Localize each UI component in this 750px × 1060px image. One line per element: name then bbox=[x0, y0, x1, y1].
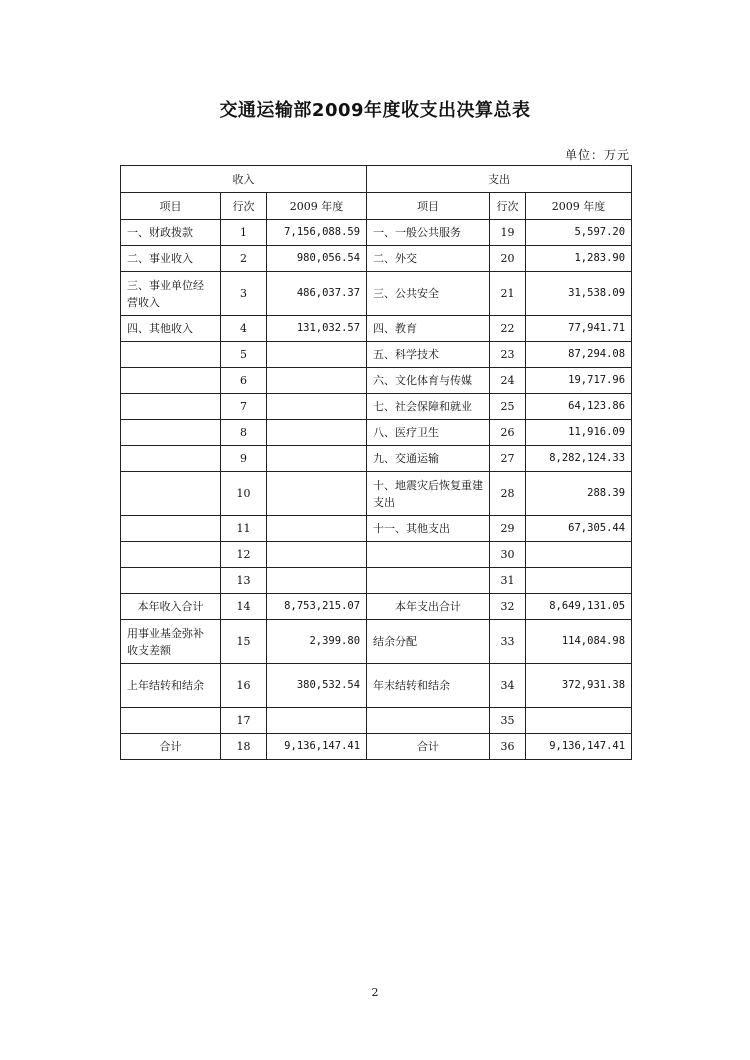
income-row-no-cell: 16 bbox=[221, 664, 267, 708]
income-amount-cell bbox=[267, 446, 367, 472]
table-row bbox=[121, 246, 632, 272]
income-row-no-cell: 10 bbox=[221, 472, 267, 516]
expense-row-no-header: 行次 bbox=[490, 193, 526, 220]
expense-row-no-cell: 19 bbox=[490, 220, 526, 246]
expense-row-no-cell: 30 bbox=[490, 542, 526, 568]
table-row bbox=[121, 620, 632, 664]
expense-amount-cell: 11,916.09 bbox=[526, 420, 632, 446]
income-amount-cell bbox=[267, 542, 367, 568]
page-number: 2 bbox=[371, 986, 379, 999]
income-item-cell bbox=[121, 708, 221, 734]
income-row-no-cell: 13 bbox=[221, 568, 267, 594]
income-item-cell bbox=[121, 446, 221, 472]
expense-amount-cell: 288.39 bbox=[526, 472, 632, 516]
expense-item-cell: 六、文化体育与传媒 bbox=[367, 368, 490, 394]
unit-label: 单位：万元 bbox=[564, 148, 630, 162]
expense-row-no-cell: 21 bbox=[490, 272, 526, 316]
income-row-no-cell: 14 bbox=[221, 594, 267, 620]
expense-item-cell: 九、交通运输 bbox=[367, 446, 490, 472]
income-amount-cell: 486,037.37 bbox=[267, 272, 367, 316]
expense-amount-cell: 67,305.44 bbox=[526, 516, 632, 542]
expense-amount-cell bbox=[526, 568, 632, 594]
expense-item-header: 项目 bbox=[367, 193, 490, 220]
income-amount-cell: 7,156,088.59 bbox=[267, 220, 367, 246]
income-row-no-header: 行次 bbox=[221, 193, 267, 220]
expense-item-cell: 合计 bbox=[367, 734, 490, 760]
table-row bbox=[121, 220, 632, 246]
expense-amount-cell: 77,941.71 bbox=[526, 316, 632, 342]
expense-amount-cell: 8,282,124.33 bbox=[526, 446, 632, 472]
expense-amount-cell: 1,283.90 bbox=[526, 246, 632, 272]
section-header-row bbox=[121, 166, 632, 193]
table-row bbox=[121, 272, 632, 316]
expense-amount-cell: 9,136,147.41 bbox=[526, 734, 632, 760]
expense-item-cell: 四、教育 bbox=[367, 316, 490, 342]
income-row-no-cell: 17 bbox=[221, 708, 267, 734]
expense-item-cell: 本年支出合计 bbox=[367, 594, 490, 620]
income-item-cell: 用事业基金弥补收支差额 bbox=[121, 620, 221, 664]
income-item-cell: 三、事业单位经营收入 bbox=[121, 272, 221, 316]
expense-row-no-cell: 32 bbox=[490, 594, 526, 620]
income-amount-cell bbox=[267, 516, 367, 542]
expense-row-no-cell: 22 bbox=[490, 316, 526, 342]
expense-row-no-cell: 34 bbox=[490, 664, 526, 708]
document-title: 交通运输部2009年度收支出决算总表 bbox=[219, 100, 531, 121]
expense-row-no-cell: 24 bbox=[490, 368, 526, 394]
income-item-cell bbox=[121, 368, 221, 394]
income-row-no-cell: 9 bbox=[221, 446, 267, 472]
table-row bbox=[121, 568, 632, 594]
expense-item-cell: 十、地震灾后恢复重建支出 bbox=[367, 472, 490, 516]
expense-item-cell: 十一、其他支出 bbox=[367, 516, 490, 542]
income-item-cell bbox=[121, 342, 221, 368]
table-row bbox=[121, 594, 632, 620]
expense-amount-cell bbox=[526, 708, 632, 734]
income-row-no-cell: 12 bbox=[221, 542, 267, 568]
income-item-cell bbox=[121, 516, 221, 542]
expense-amount-cell: 31,538.09 bbox=[526, 272, 632, 316]
income-row-no-cell: 3 bbox=[221, 272, 267, 316]
expense-item-cell bbox=[367, 542, 490, 568]
table-row bbox=[121, 472, 632, 516]
expense-item-cell: 八、医疗卫生 bbox=[367, 420, 490, 446]
expense-item-cell bbox=[367, 708, 490, 734]
table-row bbox=[121, 446, 632, 472]
income-amount-cell bbox=[267, 568, 367, 594]
income-amount-cell bbox=[267, 368, 367, 394]
income-item-cell: 本年收入合计 bbox=[121, 594, 221, 620]
expense-row-no-cell: 31 bbox=[490, 568, 526, 594]
expense-row-no-cell: 28 bbox=[490, 472, 526, 516]
table-row bbox=[121, 542, 632, 568]
expense-amount-cell bbox=[526, 542, 632, 568]
expense-item-cell: 二、外交 bbox=[367, 246, 490, 272]
income-row-no-cell: 6 bbox=[221, 368, 267, 394]
income-amount-cell bbox=[267, 472, 367, 516]
income-amount-cell bbox=[267, 394, 367, 420]
income-item-cell: 四、其他收入 bbox=[121, 316, 221, 342]
expense-amount-cell: 5,597.20 bbox=[526, 220, 632, 246]
income-item-cell bbox=[121, 472, 221, 516]
table-row bbox=[121, 342, 632, 368]
income-year-header: 2009 年度 bbox=[267, 193, 367, 220]
expense-item-cell: 七、社会保障和就业 bbox=[367, 394, 490, 420]
income-row-no-cell: 5 bbox=[221, 342, 267, 368]
table-row bbox=[121, 420, 632, 446]
expense-item-cell: 五、科学技术 bbox=[367, 342, 490, 368]
expense-row-no-cell: 20 bbox=[490, 246, 526, 272]
income-row-no-cell: 15 bbox=[221, 620, 267, 664]
income-row-no-cell: 4 bbox=[221, 316, 267, 342]
income-amount-cell: 8,753,215.07 bbox=[267, 594, 367, 620]
expense-item-cell: 一、一般公共服务 bbox=[367, 220, 490, 246]
expense-row-no-cell: 33 bbox=[490, 620, 526, 664]
income-row-no-cell: 11 bbox=[221, 516, 267, 542]
expense-row-no-cell: 26 bbox=[490, 420, 526, 446]
column-header-row bbox=[121, 193, 632, 220]
expense-item-cell bbox=[367, 568, 490, 594]
expense-row-no-cell: 36 bbox=[490, 734, 526, 760]
income-item-cell bbox=[121, 568, 221, 594]
income-item-cell: 上年结转和结余 bbox=[121, 664, 221, 708]
budget-table bbox=[120, 165, 632, 760]
expense-row-no-cell: 35 bbox=[490, 708, 526, 734]
expense-amount-cell: 64,123.86 bbox=[526, 394, 632, 420]
expense-section-header: 支出 bbox=[367, 166, 632, 193]
income-item-cell: 合计 bbox=[121, 734, 221, 760]
income-item-cell: 一、财政拨款 bbox=[121, 220, 221, 246]
table-row bbox=[121, 734, 632, 760]
expense-row-no-cell: 29 bbox=[490, 516, 526, 542]
expense-item-cell: 三、公共安全 bbox=[367, 272, 490, 316]
income-row-no-cell: 7 bbox=[221, 394, 267, 420]
income-row-no-cell: 2 bbox=[221, 246, 267, 272]
table-row bbox=[121, 394, 632, 420]
income-amount-cell: 131,032.57 bbox=[267, 316, 367, 342]
table-row bbox=[121, 316, 632, 342]
income-row-no-cell: 8 bbox=[221, 420, 267, 446]
income-item-cell bbox=[121, 394, 221, 420]
income-item-cell: 二、事业收入 bbox=[121, 246, 221, 272]
income-row-no-cell: 18 bbox=[221, 734, 267, 760]
income-item-cell bbox=[121, 420, 221, 446]
expense-amount-cell: 372,931.38 bbox=[526, 664, 632, 708]
income-item-header: 项目 bbox=[121, 193, 221, 220]
income-amount-cell: 380,532.54 bbox=[267, 664, 367, 708]
table-row bbox=[121, 708, 632, 734]
expense-amount-cell: 19,717.96 bbox=[526, 368, 632, 394]
expense-item-cell: 结余分配 bbox=[367, 620, 490, 664]
expense-amount-cell: 114,084.98 bbox=[526, 620, 632, 664]
income-amount-cell: 2,399.80 bbox=[267, 620, 367, 664]
table-row bbox=[121, 368, 632, 394]
table-row bbox=[121, 664, 632, 708]
income-amount-cell: 9,136,147.41 bbox=[267, 734, 367, 760]
income-amount-cell bbox=[267, 420, 367, 446]
expense-item-cell: 年末结转和结余 bbox=[367, 664, 490, 708]
expense-year-header: 2009 年度 bbox=[526, 193, 632, 220]
expense-row-no-cell: 25 bbox=[490, 394, 526, 420]
income-amount-cell bbox=[267, 342, 367, 368]
income-item-cell bbox=[121, 542, 221, 568]
income-row-no-cell: 1 bbox=[221, 220, 267, 246]
income-section-header: 收入 bbox=[121, 166, 367, 193]
income-amount-cell bbox=[267, 708, 367, 734]
expense-row-no-cell: 27 bbox=[490, 446, 526, 472]
expense-row-no-cell: 23 bbox=[490, 342, 526, 368]
income-amount-cell: 980,056.54 bbox=[267, 246, 367, 272]
table-row bbox=[121, 516, 632, 542]
expense-amount-cell: 8,649,131.05 bbox=[526, 594, 632, 620]
expense-amount-cell: 87,294.08 bbox=[526, 342, 632, 368]
